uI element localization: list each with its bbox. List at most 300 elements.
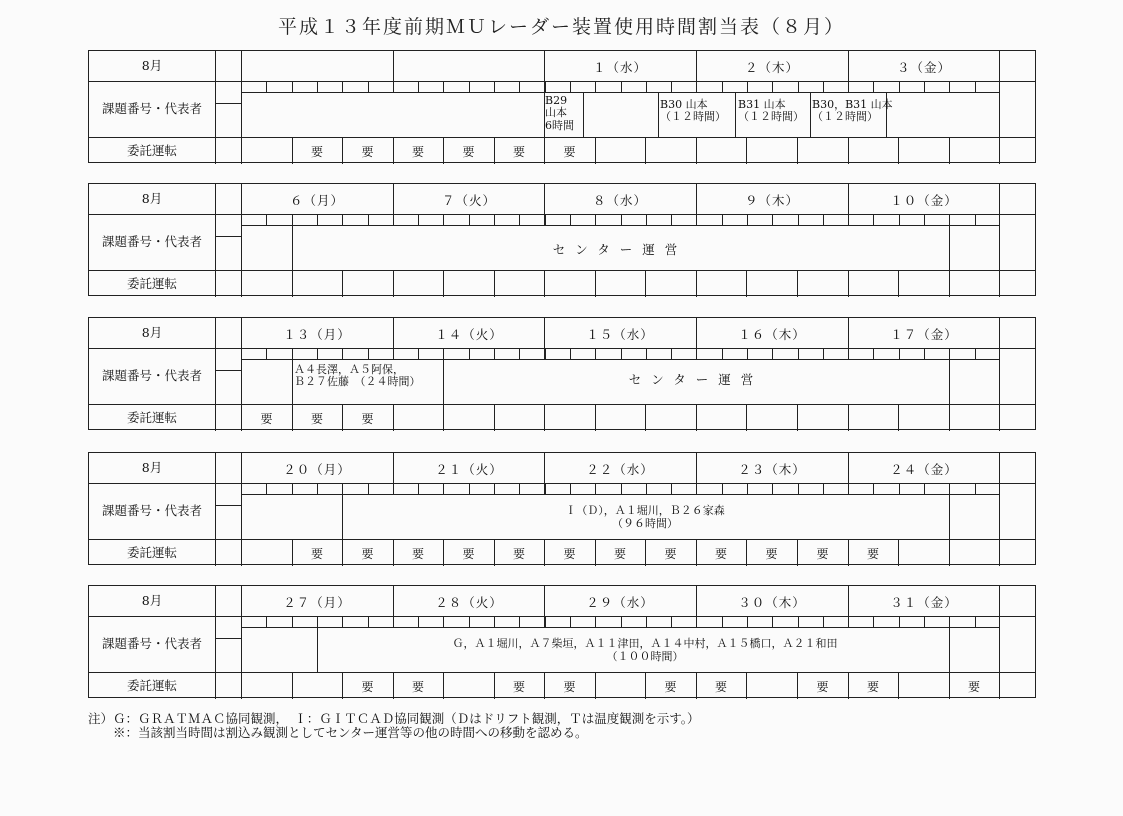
hour-tick bbox=[747, 616, 748, 627]
contract-divider bbox=[848, 539, 849, 566]
hour-tick bbox=[924, 483, 925, 494]
hour-tick bbox=[443, 348, 444, 359]
hour-tick bbox=[798, 348, 799, 359]
contract-divider bbox=[342, 539, 343, 566]
day-header: ２（木） bbox=[744, 60, 800, 75]
hour-tick bbox=[241, 214, 242, 225]
hour-tick bbox=[342, 214, 343, 225]
hour-tick bbox=[443, 616, 444, 627]
contract-mark: 要 bbox=[361, 412, 374, 426]
hour-tick bbox=[266, 348, 267, 359]
row-divider bbox=[215, 370, 241, 371]
hour-tick bbox=[646, 214, 647, 225]
schedule-week-4 bbox=[88, 452, 1036, 565]
contract-divider bbox=[241, 672, 242, 699]
hour-tick bbox=[368, 81, 369, 92]
hour-tick bbox=[848, 81, 849, 92]
row-divider bbox=[89, 672, 1035, 673]
hour-tick bbox=[241, 483, 242, 494]
column-divider bbox=[215, 318, 216, 431]
column-divider bbox=[215, 453, 216, 566]
hour-tick bbox=[292, 616, 293, 627]
contract-divider bbox=[848, 137, 849, 164]
hour-tick bbox=[393, 214, 394, 225]
entry-border bbox=[292, 359, 293, 404]
hour-tick bbox=[747, 81, 748, 92]
hour-tick bbox=[519, 214, 520, 225]
entry-border bbox=[317, 627, 318, 672]
day-header: １５（水） bbox=[586, 327, 654, 342]
entry-border bbox=[342, 494, 343, 539]
contract-divider bbox=[999, 672, 1000, 699]
hour-tick bbox=[975, 214, 976, 225]
contract-label: 委託運転 bbox=[126, 410, 177, 425]
hour-tick bbox=[418, 81, 419, 92]
contract-mark: 要 bbox=[664, 680, 677, 694]
day-header: ６（月） bbox=[289, 193, 345, 208]
hour-tick bbox=[747, 483, 748, 494]
hour-tick bbox=[519, 348, 520, 359]
contract-label: 委託運転 bbox=[126, 678, 177, 693]
hour-tick bbox=[494, 348, 495, 359]
contract-divider bbox=[443, 270, 444, 297]
entry-text: B30，B31 山本 （１２時間） bbox=[812, 98, 893, 124]
hour-tick bbox=[519, 483, 520, 494]
contract-divider bbox=[696, 404, 697, 431]
day-header: ３１（金） bbox=[890, 595, 958, 610]
row-divider bbox=[89, 539, 1035, 540]
contract-divider bbox=[949, 137, 950, 164]
hour-tick bbox=[519, 81, 520, 92]
hour-tick bbox=[266, 616, 267, 627]
contract-divider bbox=[342, 404, 343, 431]
contract-mark: 要 bbox=[563, 547, 576, 561]
column-divider bbox=[215, 184, 216, 297]
contract-divider bbox=[494, 672, 495, 699]
contract-mark: 要 bbox=[714, 680, 728, 694]
hour-tick bbox=[621, 81, 622, 92]
hour-tick bbox=[722, 81, 723, 92]
hour-tick bbox=[570, 81, 571, 92]
contract-divider bbox=[999, 137, 1000, 164]
hour-tick bbox=[924, 348, 925, 359]
project-label: 課題番号・代表者 bbox=[101, 234, 202, 249]
contract-mark: 要 bbox=[866, 547, 880, 561]
contract-divider bbox=[342, 137, 343, 164]
hour-tick bbox=[949, 81, 950, 92]
hour-tick bbox=[722, 214, 723, 225]
contract-mark: 要 bbox=[765, 547, 778, 561]
hour-tick bbox=[747, 214, 748, 225]
contract-divider bbox=[342, 672, 343, 699]
contract-divider bbox=[645, 539, 646, 566]
hour-tick bbox=[494, 483, 495, 494]
hour-tick bbox=[266, 81, 267, 92]
hour-tick bbox=[949, 348, 950, 359]
hour-tick bbox=[292, 81, 293, 92]
contract-divider bbox=[746, 270, 747, 297]
entry-border bbox=[949, 225, 950, 270]
hour-tick bbox=[443, 214, 444, 225]
contract-mark: 要 bbox=[462, 145, 475, 159]
hour-tick bbox=[823, 81, 824, 92]
contract-divider bbox=[443, 137, 444, 164]
hour-tick bbox=[241, 616, 242, 627]
hour-tick bbox=[418, 616, 419, 627]
row-divider bbox=[89, 214, 1035, 215]
hour-tick bbox=[696, 214, 697, 225]
contract-divider bbox=[544, 270, 545, 297]
day-header: ２０（月） bbox=[283, 462, 351, 477]
hour-tick bbox=[848, 348, 849, 359]
contract-divider bbox=[797, 539, 798, 566]
contract-divider bbox=[898, 137, 899, 164]
contract-divider bbox=[494, 270, 495, 297]
project-label: 課題番号・代表者 bbox=[101, 503, 202, 518]
hour-tick bbox=[975, 81, 976, 92]
day-header: １７（金） bbox=[890, 327, 958, 342]
hour-tick bbox=[595, 348, 596, 359]
month-label: 8月 bbox=[141, 58, 163, 73]
hour-tick bbox=[772, 483, 773, 494]
day-header: ８（水） bbox=[592, 193, 648, 208]
contract-divider bbox=[848, 270, 849, 297]
hour-tick bbox=[494, 214, 495, 225]
hour-tick bbox=[368, 483, 369, 494]
row-divider bbox=[215, 505, 241, 506]
hour-tick bbox=[393, 616, 394, 627]
entry-text: B31 山本 （１２時間） bbox=[738, 98, 804, 124]
hour-tick bbox=[772, 616, 773, 627]
hour-tick bbox=[469, 616, 470, 627]
hour-tick bbox=[975, 348, 976, 359]
hour-tick bbox=[494, 81, 495, 92]
contract-divider bbox=[746, 137, 747, 164]
hour-tick bbox=[418, 483, 419, 494]
contract-mark: 要 bbox=[512, 680, 526, 694]
day-header: ２９（水） bbox=[586, 595, 654, 610]
hour-tick bbox=[646, 348, 647, 359]
contract-label: 委託運転 bbox=[126, 276, 177, 291]
project-label: 課題番号・代表者 bbox=[101, 101, 202, 116]
hour-tick bbox=[393, 483, 394, 494]
day-header: １４（火） bbox=[435, 327, 503, 342]
entry-border bbox=[810, 92, 811, 137]
footnotes bbox=[88, 712, 700, 741]
hour-tick bbox=[747, 348, 748, 359]
hour-tick bbox=[241, 348, 242, 359]
day-header: ２４（金） bbox=[890, 462, 958, 477]
hour-tick bbox=[595, 81, 596, 92]
contract-divider bbox=[443, 672, 444, 699]
schedule-week-3 bbox=[88, 317, 1036, 430]
entry-border bbox=[949, 627, 950, 672]
hour-tick bbox=[368, 616, 369, 627]
contract-divider bbox=[241, 270, 242, 297]
hour-tick bbox=[949, 616, 950, 627]
contract-divider bbox=[544, 137, 545, 164]
hour-tick bbox=[949, 483, 950, 494]
contract-divider bbox=[494, 137, 495, 164]
day-header: １６（木） bbox=[738, 327, 806, 342]
contract-divider bbox=[746, 539, 747, 566]
contract-mark: 要 bbox=[563, 680, 576, 694]
hour-tick bbox=[722, 348, 723, 359]
hour-tick bbox=[873, 81, 874, 92]
contract-divider bbox=[595, 137, 596, 164]
hour-tick bbox=[545, 616, 546, 627]
contract-mark: 要 bbox=[512, 547, 526, 561]
contract-divider bbox=[898, 539, 899, 566]
month-label: 8月 bbox=[141, 191, 163, 206]
day-header: ２７（月） bbox=[283, 595, 351, 610]
hour-tick bbox=[975, 616, 976, 627]
entry-text: Ｉ（Ｄ），Ａ１堀川，Ｂ２６家森 （９６時間） bbox=[565, 504, 725, 530]
hour-tick bbox=[342, 348, 343, 359]
entry-border bbox=[443, 359, 444, 404]
hour-tick bbox=[671, 616, 672, 627]
hour-tick bbox=[646, 81, 647, 92]
row-divider bbox=[215, 236, 241, 237]
hour-tick bbox=[899, 214, 900, 225]
contract-divider bbox=[848, 672, 849, 699]
entry-border bbox=[292, 225, 293, 270]
contract-divider bbox=[494, 404, 495, 431]
row-divider bbox=[215, 638, 241, 639]
contract-mark: 要 bbox=[664, 547, 677, 561]
hour-tick bbox=[545, 348, 546, 359]
column-divider bbox=[215, 586, 216, 699]
day-header: ２３（木） bbox=[738, 462, 806, 477]
hour-tick bbox=[621, 483, 622, 494]
contract-divider bbox=[393, 270, 394, 297]
hour-tick bbox=[494, 616, 495, 627]
contract-mark: 要 bbox=[361, 680, 374, 694]
contract-mark: 要 bbox=[310, 412, 324, 426]
contract-label: 委託運転 bbox=[126, 143, 177, 158]
hour-tick bbox=[949, 214, 950, 225]
contract-divider bbox=[292, 672, 293, 699]
page-title: 平成１３年度前期ＭＵレーダー装置使用時間割当表（８月） bbox=[277, 16, 845, 38]
hour-tick bbox=[368, 214, 369, 225]
entry-text: Ｇ，Ａ１堀川，Ａ７柴垣，Ａ１１津田，Ａ１４中村，Ａ１５橋口，Ａ２１和田 （１００時間） bbox=[452, 637, 838, 663]
hour-tick bbox=[823, 616, 824, 627]
day-header: １０（金） bbox=[890, 193, 958, 208]
contract-divider bbox=[241, 404, 242, 431]
hour-tick bbox=[696, 348, 697, 359]
contract-mark: 要 bbox=[816, 680, 829, 694]
contract-divider bbox=[595, 404, 596, 431]
row-divider bbox=[241, 225, 999, 226]
contract-mark: 要 bbox=[411, 547, 425, 561]
hour-tick bbox=[722, 616, 723, 627]
contract-mark: 要 bbox=[714, 547, 728, 561]
hour-tick bbox=[899, 348, 900, 359]
hour-tick bbox=[772, 214, 773, 225]
hour-tick bbox=[317, 616, 318, 627]
schedule-week-5 bbox=[88, 585, 1036, 698]
hour-tick bbox=[646, 616, 647, 627]
hour-tick bbox=[873, 214, 874, 225]
contract-divider bbox=[544, 539, 545, 566]
day-header: １（水） bbox=[592, 60, 648, 75]
hour-tick bbox=[722, 483, 723, 494]
hour-tick bbox=[873, 483, 874, 494]
hour-tick bbox=[798, 81, 799, 92]
entry-border bbox=[583, 92, 584, 137]
hour-tick bbox=[469, 81, 470, 92]
contract-divider bbox=[898, 404, 899, 431]
contract-divider bbox=[292, 137, 293, 164]
day-header: ２１（火） bbox=[435, 462, 503, 477]
month-label: 8月 bbox=[141, 593, 163, 608]
contract-mark: 要 bbox=[866, 680, 880, 694]
project-label: 課題番号・代表者 bbox=[101, 636, 202, 651]
day-header: ２８（火） bbox=[435, 595, 503, 610]
contract-divider bbox=[999, 270, 1000, 297]
contract-divider bbox=[696, 137, 697, 164]
hour-tick bbox=[418, 214, 419, 225]
hour-tick bbox=[469, 483, 470, 494]
contract-divider bbox=[595, 270, 596, 297]
hour-tick bbox=[317, 81, 318, 92]
hour-tick bbox=[772, 348, 773, 359]
contract-divider bbox=[746, 672, 747, 699]
contract-mark: 要 bbox=[816, 547, 829, 561]
hour-tick bbox=[393, 81, 394, 92]
hour-tick bbox=[924, 616, 925, 627]
entry-text: Ａ４長澤，Ａ５阿保， Ｂ２７佐藤 （２４時間） bbox=[294, 363, 421, 389]
day-header: ２２（水） bbox=[586, 462, 654, 477]
entry-border bbox=[949, 359, 950, 404]
hour-tick bbox=[899, 483, 900, 494]
hour-tick bbox=[545, 214, 546, 225]
hour-tick bbox=[848, 214, 849, 225]
contract-mark: 要 bbox=[260, 412, 273, 426]
row-divider bbox=[89, 616, 1035, 617]
contract-divider bbox=[898, 270, 899, 297]
row-divider bbox=[89, 348, 1035, 349]
hour-tick bbox=[342, 616, 343, 627]
hour-tick bbox=[621, 348, 622, 359]
contract-divider bbox=[696, 270, 697, 297]
contract-divider bbox=[898, 672, 899, 699]
hour-tick bbox=[924, 214, 925, 225]
hour-tick bbox=[469, 348, 470, 359]
contract-divider bbox=[949, 270, 950, 297]
contract-divider bbox=[797, 137, 798, 164]
contract-divider bbox=[645, 137, 646, 164]
hour-tick bbox=[342, 81, 343, 92]
contract-divider bbox=[848, 404, 849, 431]
hour-tick bbox=[393, 348, 394, 359]
hour-tick bbox=[823, 348, 824, 359]
hour-tick bbox=[899, 81, 900, 92]
column-divider bbox=[215, 51, 216, 164]
day-header: ３０（木） bbox=[738, 595, 806, 610]
hour-tick bbox=[696, 616, 697, 627]
hour-tick bbox=[545, 483, 546, 494]
contract-mark: 要 bbox=[411, 145, 425, 159]
hour-tick bbox=[595, 616, 596, 627]
contract-mark: 要 bbox=[310, 145, 324, 159]
contract-divider bbox=[645, 672, 646, 699]
contract-divider bbox=[595, 539, 596, 566]
contract-divider bbox=[797, 270, 798, 297]
contract-divider bbox=[797, 404, 798, 431]
hour-tick bbox=[266, 483, 267, 494]
contract-divider bbox=[292, 270, 293, 297]
row-divider bbox=[241, 627, 999, 628]
day-header: ３（金） bbox=[896, 60, 952, 75]
contract-divider bbox=[292, 404, 293, 431]
contract-mark: 要 bbox=[411, 680, 425, 694]
hour-tick bbox=[570, 483, 571, 494]
hour-tick bbox=[696, 483, 697, 494]
row-divider bbox=[215, 103, 241, 104]
project-label: 課題番号・代表者 bbox=[101, 368, 202, 383]
entry-border bbox=[735, 92, 736, 137]
hour-tick bbox=[570, 348, 571, 359]
hour-tick bbox=[848, 616, 849, 627]
month-label: 8月 bbox=[141, 325, 163, 340]
contract-mark: 要 bbox=[310, 547, 324, 561]
row-divider bbox=[89, 404, 1035, 405]
contract-divider bbox=[746, 404, 747, 431]
hour-tick bbox=[241, 81, 242, 92]
hour-tick bbox=[595, 483, 596, 494]
hour-tick bbox=[292, 348, 293, 359]
hour-tick bbox=[696, 81, 697, 92]
entry-border bbox=[949, 494, 950, 539]
hour-tick bbox=[317, 348, 318, 359]
contract-divider bbox=[949, 539, 950, 566]
entry-text: B29 山本 6時間 bbox=[545, 94, 574, 132]
hour-tick bbox=[317, 214, 318, 225]
hour-tick bbox=[823, 483, 824, 494]
center-operation-text: センター運営 bbox=[552, 242, 688, 257]
day-header: ９（木） bbox=[744, 193, 800, 208]
hour-tick bbox=[798, 214, 799, 225]
contract-divider bbox=[696, 539, 697, 566]
row-divider bbox=[241, 494, 999, 495]
hour-tick bbox=[443, 483, 444, 494]
hour-tick bbox=[671, 348, 672, 359]
hour-tick bbox=[848, 483, 849, 494]
day-header: ７（火） bbox=[441, 193, 497, 208]
contract-label: 委託運転 bbox=[126, 545, 177, 560]
hour-tick bbox=[772, 81, 773, 92]
contract-divider bbox=[494, 539, 495, 566]
hour-tick bbox=[519, 616, 520, 627]
row-divider bbox=[89, 81, 1035, 82]
row-divider bbox=[89, 483, 1035, 484]
center-operation-text: センター運営 bbox=[628, 372, 764, 387]
hour-tick bbox=[671, 483, 672, 494]
hour-tick bbox=[975, 483, 976, 494]
hour-tick bbox=[266, 214, 267, 225]
hour-tick bbox=[342, 483, 343, 494]
hour-tick bbox=[570, 214, 571, 225]
contract-mark: 要 bbox=[563, 145, 576, 159]
contract-divider bbox=[443, 404, 444, 431]
hour-tick bbox=[317, 483, 318, 494]
contract-divider bbox=[797, 672, 798, 699]
contract-divider bbox=[544, 672, 545, 699]
contract-divider bbox=[696, 672, 697, 699]
contract-mark: 要 bbox=[361, 145, 374, 159]
contract-mark: 要 bbox=[462, 547, 475, 561]
